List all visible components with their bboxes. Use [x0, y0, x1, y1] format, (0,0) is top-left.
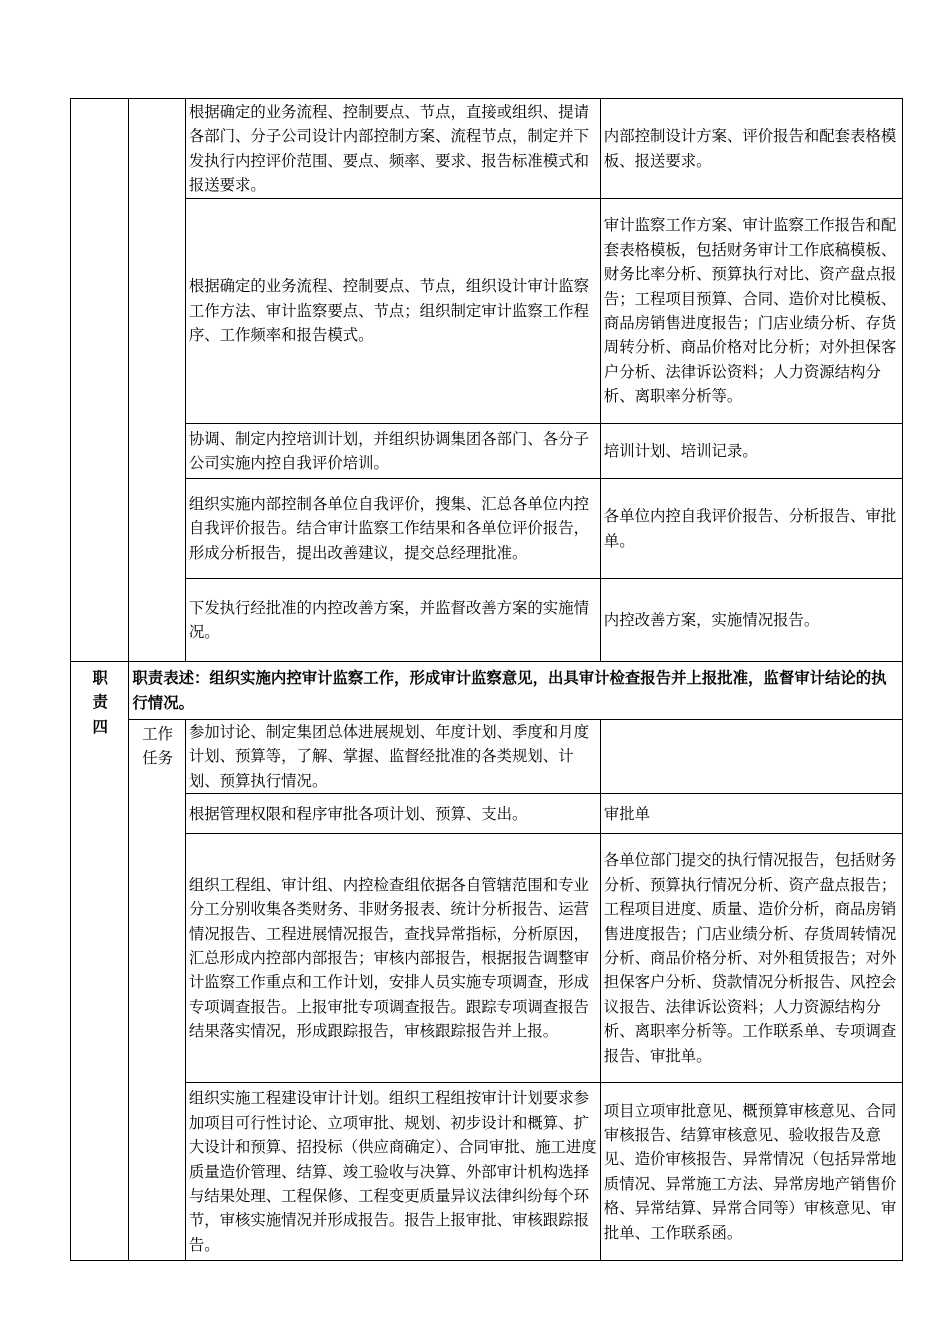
output-cell: 各单位部门提交的执行情况报告，包括财务分析、预算执行情况分析、资产盘点报告；工程项目进度、质量、造价分析，商品房销售进度报告；门店业绩分析、存货周转情况分析、商品价格分析、对外租赁报告；对外担保客户分析、贷款情况分析报告、风控会议报告、法律诉讼资料；人力资源结构分析、离职率分析等。工作联系单、专项调查报告、审批单。 — [600, 834, 902, 1083]
table-row — [71, 579, 903, 662]
task-cell: 根据管理权限和程序审批各项计划、预算、支出。 — [185, 794, 600, 834]
duty-label-char: 四 — [92, 717, 108, 736]
task-cell: 参加讨论、制定集团总体进展规划、年度计划、季度和月度计划、预算等，了解、掌握、监督经批准的各类规划、计划、预算执行情况。 — [185, 720, 600, 794]
duty-label-char: 职 — [92, 669, 108, 687]
duty-label-cell-empty — [71, 99, 129, 662]
table-row — [71, 479, 903, 579]
duty-label — [71, 662, 129, 1261]
duties-table — [70, 98, 903, 1261]
output-cell — [600, 720, 902, 794]
output-cell: 审批单 — [600, 794, 902, 834]
table-row — [71, 834, 903, 1083]
output-cell: 培训计划、培训记录。 — [600, 424, 902, 479]
output-cell: 内控改善方案，实施情况报告。 — [600, 579, 902, 662]
duty-label-char: 责 — [92, 693, 108, 712]
task-cell: 下发执行经批准的内控改善方案，并监督改善方案的实施情况。 — [185, 579, 600, 662]
task-cell: 根据确定的业务流程、控制要点、节点，直接或组织、提请各部门、分子公司设计内部控制方案、流程节点，制定并下发执行内控评价范围、要点、频率、要求、报告标准模式和报送要求。 — [185, 99, 600, 199]
task-cell: 协调、制定内控培训计划，并组织协调集团各部门、各分子公司实施内控自我评价培训。 — [185, 424, 600, 479]
task-cell: 组织工程组、审计组、内控检查组依据各自管辖范围和专业分工分别收集各类财务、非财务报表、统计分析报告、运营情况报告、工程进展情况报告，查找异常指标，分析原因，汇总形成内控部内部报告；审核内部报告，根据报告调整审计监察工作重点和工作计划，安排人员实施专项调查，形成专项调查报告。上报审批专项调查报告。跟踪专项调查报告结果落实情况，形成跟踪报告，审核跟踪报告并上报。 — [185, 834, 600, 1083]
table-row — [71, 720, 903, 794]
table-row — [71, 199, 903, 424]
task-cell: 组织实施工程建设审计计划。组织工程组按审计计划要求参加项目可行性讨论、立项审批、规划、初步设计和概算、扩大设计和预算、招投标（供应商确定）、合同审批、施工进度质量造价管理、结算、竣工验收与决算、外部审计机构选择与结果处理、工程保修、工程变更质量异议法律纠纷每个环节，审核实施情况并形成报告。报告上报审批、审核跟踪报告。 — [185, 1083, 600, 1261]
output-cell: 内部控制设计方案、评价报告和配套表格模板、报送要求。 — [600, 99, 902, 199]
task-label-cell-empty — [129, 99, 185, 662]
task-label-line: 工作 — [142, 725, 173, 743]
output-cell: 审计监察工作方案、审计监察工作报告和配套表格模板，包括财务审计工作底稿模板、财务比率分析、预算执行对比、资产盘点报告；工程项目预算、合同、造价对比模板、商品房销售进度报告；门店业绩分析、存货周转分析、商品价格对比分析；对外担保客户分析、法律诉讼资料；人力资源结构分析、离职率分析等。 — [600, 199, 902, 424]
table-row — [71, 1083, 903, 1261]
table-row — [71, 424, 903, 479]
task-cell: 根据确定的业务流程、控制要点、节点，组织设计审计监察工作方法、审计监察要点、节点；组织制定审计监察工作程序、工作频率和报告模式。 — [185, 199, 600, 424]
table-row — [71, 99, 903, 199]
table-row — [71, 794, 903, 834]
duty-statement: 职责表述：组织实施内控审计监察工作，形成审计监察意见，出具审计检查报告并上报批准，监督审计结论的执行情况。 — [129, 662, 903, 720]
output-cell: 各单位内控自我评价报告、分析报告、审批单。 — [600, 479, 902, 579]
task-cell: 组织实施内部控制各单位自我评价，搜集、汇总各单位内控自我评价报告。结合审计监察工作结果和各单位评价报告，形成分析报告，提出改善建议，提交总经理批准。 — [185, 479, 600, 579]
task-label-line: 任务 — [142, 749, 173, 768]
output-cell: 项目立项审批意见、概预算审核意见、合同审核报告、结算审核意见、验收报告及意见、造价审核报告、异常情况（包括异常地质情况、异常施工方法、异常房地产销售价格、异常结算、异常合同等）审核意见、审批单、工作联系函。 — [600, 1083, 902, 1261]
table-row — [71, 662, 903, 720]
task-label — [129, 720, 185, 1261]
